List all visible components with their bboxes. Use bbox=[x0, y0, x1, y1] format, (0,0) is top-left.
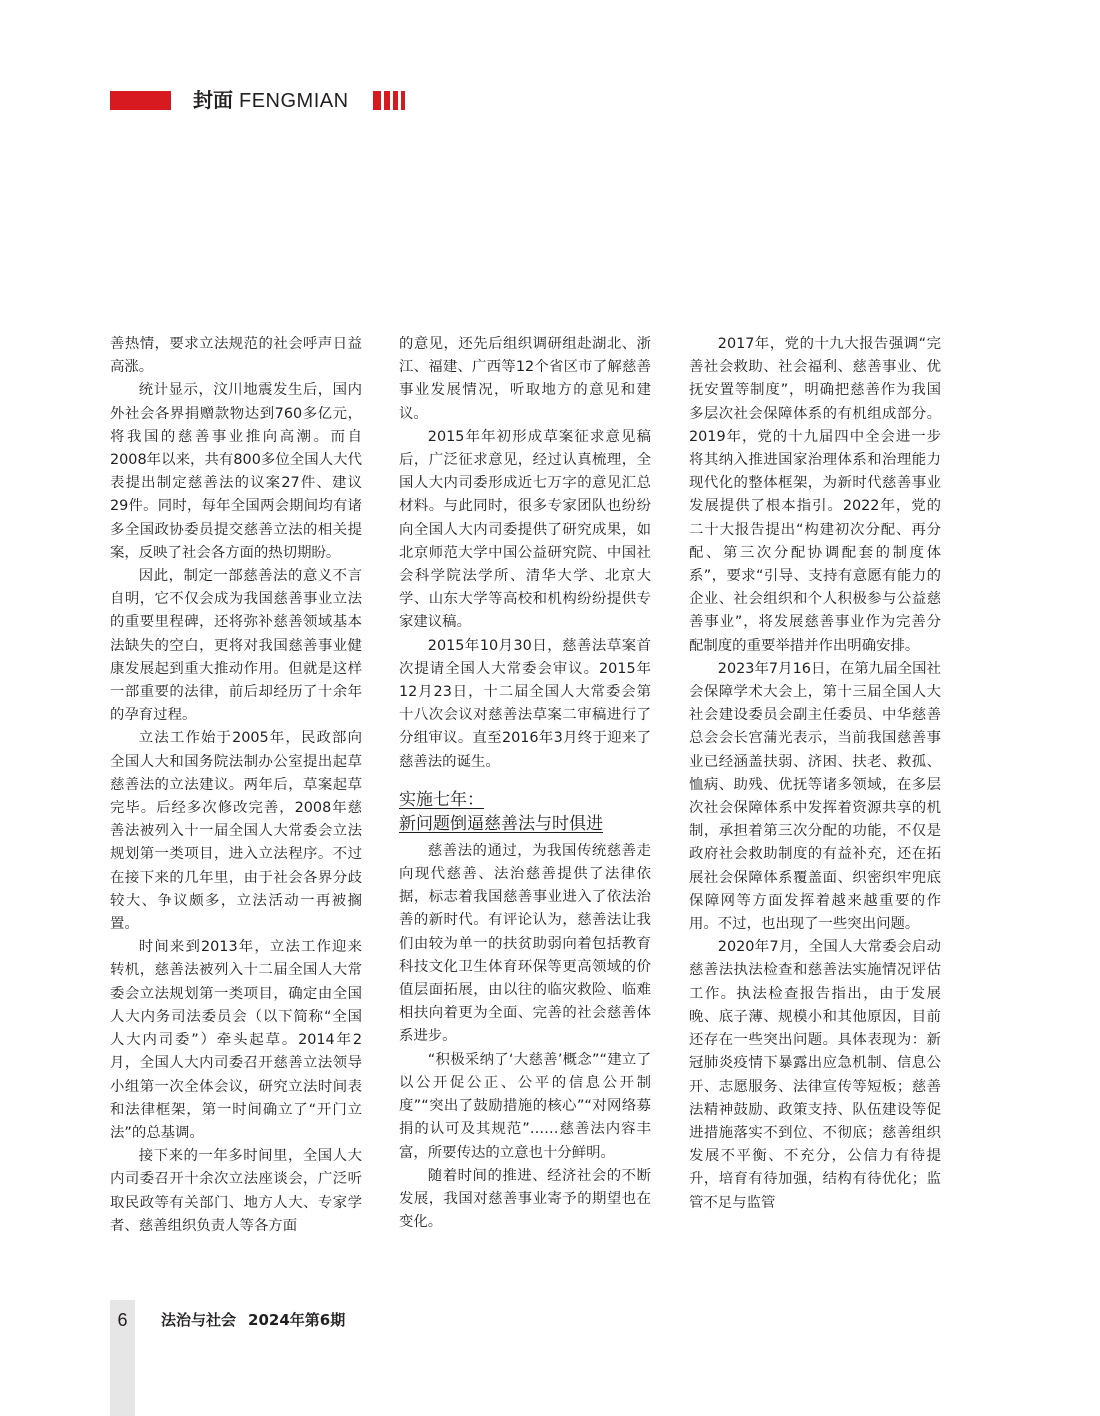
subheading-line-2: 新问题倒逼慈善法与时俱进 bbox=[399, 813, 603, 834]
paragraph: 2015年10月30日，慈善法草案首次提请全国人大常委会审议。2015年12月23日，十二届全国人大常委会第十八次会议对慈善法草案二审稿进行了分组审议。直至2016年3月终于迎来了慈善法的诞生。 bbox=[399, 637, 651, 770]
paragraph: 随着时间的推进、经济社会的不断发展，我国对慈善事业寄予的期望也在变化。 bbox=[399, 1167, 651, 1231]
paragraph: 善热情，要求立法规范的社会呼声日益高涨。 bbox=[110, 336, 362, 376]
paragraph: 统计显示，汶川地震发生后，国内外社会各界捐赠款物达到760多亿元，将我国的慈善事业推向高潮。而自2008年以来，共有800多位全国人大代表提出制定慈善法的议案27件、建议29件。同时，每年全国两会期间均有诸多全国政协委员提交慈善立法的相关提案，反映了社会各方面的热切期盼。 bbox=[110, 382, 362, 561]
paragraph: 时间来到2013年，立法工作迎来转机，慈善法被列入十二届全国人大常委会立法规划第一类项目，确定由全国人大内务司法委员会（以下简称“全国人大内司委”）牵头起草。2014年2月，全国人大内司委召开慈善立法领导小组第一次全体会议，研究立法时间表和法律框架，第一时间确立了“开门立法”的总基调。 bbox=[110, 939, 362, 1141]
paragraph: 慈善法的通过，为我国传统慈善走向现代慈善、法治慈善提供了法律依据，标志着我国慈善事业进入了依法治善的新时代。有评论认为，慈善法让我们由较为单一的扶贫助弱向着包括教育科技文化卫生体育环保等更高领域的价值层面拓展，由以往的临灾救险、临难相扶向着更为全面、完善的社会慈善体系进步。 bbox=[399, 842, 651, 1045]
footer-publication bbox=[161, 1309, 345, 1331]
header-stripes-decoration bbox=[373, 91, 405, 110]
paragraph: 立法工作始于2005年，民政部向全国人大和国务院法制办公室提出起草慈善法的立法建议。两年后，草案起草完毕。后经多次修改完善，2008年慈善法被列入十一届全国人大常委会立法规划第一类项目，进入立法程序。不过在接下来的几年里，由于社会各界分歧较大、争议颇多，立法活动一再被搁置。 bbox=[110, 730, 362, 933]
section-title-en: FENGMIAN bbox=[239, 90, 349, 112]
article-column-3 bbox=[689, 333, 941, 1215]
paragraph: 因此，制定一部慈善法的意义不言自明，它不仅会成为我国慈善事业立法的重要里程碑，还将弥补慈善领域基本法缺失的空白，更将对我国慈善事业健康发展起到重大推动作用。但就是这样一部重要的法律，前后却经历了十余年的孕育过程。 bbox=[110, 568, 362, 724]
header-red-bar bbox=[110, 91, 171, 110]
page-number: 6 bbox=[117, 1310, 128, 1330]
paragraph: 2017年，党的十九大报告强调“完善社会救助、社会福利、慈善事业、优抚安置等制度”，明确把慈善作为我国多层次社会保障体系的有机组成部分。2019年，党的十九届四中全会进一步将其纳入推进国家治理体系和治理能力现代化的整体框架，为新时代慈善事业发展提供了根本指引。2022年，党的二十大报告提出“构建初次分配、再分配、第三次分配协调配套的制度体系”，要求“引导、支持有意愿有能力的企业、社会组织和个人积极参与公益慈善事业”，将发展慈善事业作为完善分配制度的重要举措并作出明确安排。 bbox=[689, 336, 941, 654]
section-subheading bbox=[399, 788, 651, 836]
subheading-line-1: 实施七年： bbox=[399, 789, 484, 810]
paragraph: 2015年年初形成草案征求意见稿后，广泛征求意见，经过认真梳理，全国人大内司委形成近七万字的意见汇总材料。与此同时，很多专家团队也纷纷向全国人大内司委提供了研究成果，如北京师范大学中国公益研究院、中国社会科学院法学所、清华大学、北京大学、山东大学等高校和机构纷纷提供专家建议稿。 bbox=[399, 428, 651, 631]
magazine-title: 法治与社会 bbox=[161, 1311, 237, 1329]
paragraph: “积极采纳了‘大慈善’概念”“建立了以公开促公正、公平的信息公开制度”“突出了鼓励措施的核心”“对网络募捐的认可及其规范”……慈善法内容丰富，所要传达的立意也十分鲜明。 bbox=[399, 1051, 651, 1161]
article-column-1 bbox=[110, 333, 362, 1238]
section-title-cn: 封面 bbox=[193, 88, 233, 112]
paragraph: 接下来的一年多时间里，全国人大内司委召开十余次立法座谈会，广泛听取民政等有关部门、地方人大、专家学者、慈善组织负责人等各方面 bbox=[110, 1148, 362, 1234]
paragraph: 2023年7月16日，在第九届全国社会保障学术大会上，第十三届全国人大社会建设委员会副主任委员、中华慈善总会会长宫蒲光表示，当前我国慈善事业已经涵盖扶弱、济困、扶老、救孤、恤病、助残、优抚等诸多领域，在多层次社会保障体系中发挥着资源共享的机制，承担着第三次分配的功能，不仅是政府社会救助制度的有益补充，还在拓展社会保障体系覆盖面、织密织牢兜底保障网等方面发挥着越来越重要的作用。不过，也出现了一些突出问题。 bbox=[689, 660, 941, 933]
article-column-2 bbox=[399, 333, 651, 1234]
section-title bbox=[193, 88, 349, 114]
paragraph: 2020年7月，全国人大常委会启动慈善法执法检查和慈善法实施情况评估工作。执法检查报告指出，由于发展晚、底子薄、规模小和其他原因，目前还存在一些突出问题。具体表现为：新冠肺炎疫情下暴露出应急机制、信息公开、志愿服务、法律宣传等短板；慈善法精神鼓励、政策支持、队伍建设等促进措施落实不到位、不彻底；慈善组织发展不平衡、不充分，公信力有待提升，培育有待加强，结构有待优化；监管不足与监管 bbox=[689, 939, 941, 1211]
issue-label: 2024年第6期 bbox=[248, 1311, 346, 1329]
paragraph: 的意见，还先后组织调研组赴湖北、浙江、福建、广西等12个省区市了解慈善事业发展情况，听取地方的意见和建议。 bbox=[399, 336, 651, 422]
